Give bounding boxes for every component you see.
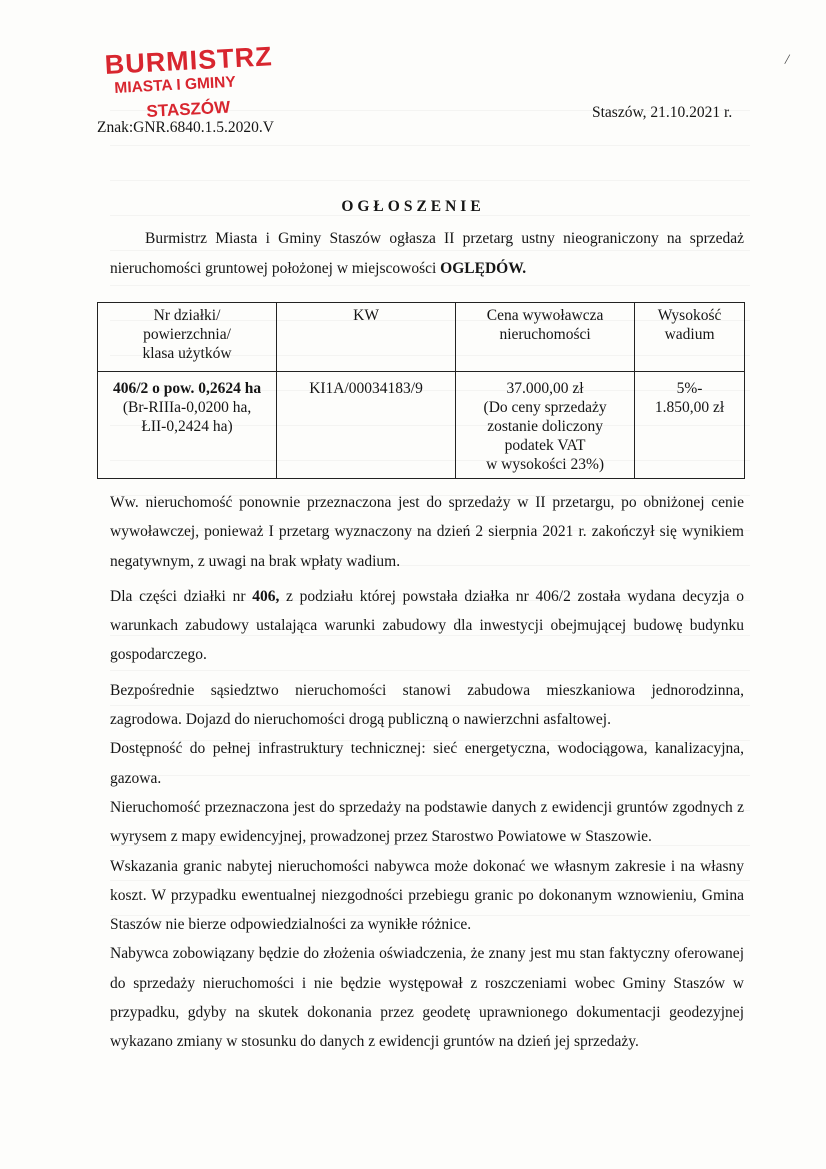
price-note-line: (Do ceny sprzedaży bbox=[483, 399, 607, 416]
header-price-line: nieruchomości bbox=[499, 326, 591, 343]
document-title: OGŁOSZENIE bbox=[341, 198, 485, 215]
plot-detail-line: ŁII-0,2424 ha) bbox=[141, 418, 233, 435]
header-deposit-line: wadium bbox=[664, 326, 715, 343]
paragraph-neighbourhood: Bezpośrednie sąsiedztwo nieruchomości stanowi zabudowa mieszkaniowa jednorodzinna, zagrodowa. Dojazd do nieruchomości drogą publiczną o nawierzchni asfaltowej. bbox=[110, 681, 744, 729]
header-plot-line: klasa użytków bbox=[142, 345, 232, 362]
stamp-line-1: BURMISTRZ bbox=[104, 41, 274, 80]
plot-table bbox=[97, 302, 745, 479]
header-price-line: Cena wywoławcza bbox=[486, 307, 604, 324]
cell-price bbox=[456, 372, 635, 479]
mayor-stamp bbox=[98, 41, 298, 130]
p2-text: Dla części działki nr bbox=[110, 587, 253, 605]
cell-deposit bbox=[635, 372, 745, 479]
intro-text: Burmistrz Miasta i Gminy Staszów ogłasza II przetarg ustny nieograniczony na sprzedaż nieruchomości gruntowej położonej w miejscowości bbox=[110, 230, 744, 277]
header-deposit bbox=[635, 303, 745, 372]
header-kw: KW bbox=[277, 303, 456, 372]
document-date: Staszów, 21.10.2021 r. bbox=[592, 104, 733, 121]
deposit-line: 1.850,00 zł bbox=[654, 399, 725, 416]
cell-kw: KI1A/00034183/9 bbox=[277, 372, 456, 479]
cell-plot bbox=[98, 372, 277, 479]
header-price bbox=[456, 303, 635, 372]
paragraph-infrastructure: Dostępność do pełnej infrastruktury technicznej: sieć energetyczna, wodociągowa, kanalizacyjna, gazowa. bbox=[110, 740, 744, 787]
p2-plot: 406, bbox=[252, 587, 280, 605]
table-header-row bbox=[98, 303, 745, 372]
paragraph-buyer-statement: Nabywca zobowiązany będzie do złożenia oświadczenia, że znany jest mu stan faktyczny oferowanej do sprzedaży nieruchomości i nie będzie występował z roszczeniami wobec Gminy Staszów w przypadku, gdyby na skutek dokonania przez geodetę uprawnionego dokumentacji geodezyjnej wykazano zmiany w stosunku do danych z ewidencji gruntów na dzień jej sprzedaży. bbox=[110, 945, 744, 1051]
intro-place: OGLĘDÓW. bbox=[440, 260, 527, 277]
document-body bbox=[110, 488, 744, 1057]
paragraph-land-registry: Nieruchomość przeznaczona jest do sprzedaży na podstawie danych z ewidencji gruntów zgodnych z wyrysem z mapy ewidencyjnej, prowadzonej przez Starostwo Powiatowe w Staszowie. bbox=[110, 798, 744, 846]
p2-text: z podziału której powstała działka nr 406/2 została wydana decyzja o warunkach zabudowy ustalająca warunki zabudowy dla inwestycji obejmującej budowę budynku gospodarczego. bbox=[110, 587, 744, 664]
table-row bbox=[98, 372, 745, 479]
deposit-line: 5%- bbox=[676, 380, 703, 397]
corner-mark: / bbox=[783, 51, 791, 69]
intro-paragraph bbox=[110, 224, 744, 284]
paragraph-zoning-decision bbox=[110, 582, 744, 670]
reference-number: Znak:GNR.6840.1.5.2020.V bbox=[97, 119, 274, 136]
price-value: 37.000,00 zł bbox=[506, 380, 584, 397]
plot-number: 406/2 o pow. 0,2624 ha bbox=[112, 380, 262, 397]
header-plot-line: powierzchnia/ bbox=[143, 326, 231, 343]
paragraph-previous-tender: Ww. nieruchomość ponownie przeznaczona jest do sprzedaży w II przetargu, po obniżonej cenie wywoławczej, ponieważ I przetarg wyznaczony na dzień 2 sierpnia 2021 r. zakończył się wynikiem negatywnym, z uwagi na brak wpłaty wadium. bbox=[110, 494, 744, 570]
header-plot-line: Nr działki/ bbox=[153, 307, 221, 324]
header-deposit-line: Wysokość bbox=[657, 307, 722, 324]
price-note-line: zostanie doliczony bbox=[487, 418, 603, 435]
price-note-line: podatek VAT bbox=[504, 437, 586, 454]
paragraph-boundaries: Wskazania granic nabytej nieruchomości nabywca może dokonać we własnym zakresie i na własny koszt. W przypadku ewentualnej niezgodności przebiegu granic po dokonanym wznowieniu, Gmina Staszów nie bierze odpowiedzialności za wynikłe różnice. bbox=[110, 857, 744, 934]
plot-detail-line: (Br-RIIIa-0,0200 ha, bbox=[122, 399, 252, 416]
header-plot bbox=[98, 303, 277, 372]
stamp-line-2: MIASTA I GMINY bbox=[114, 73, 237, 97]
stamp-line-3: STASZÓW bbox=[146, 97, 231, 121]
price-note-line: w wysokości 23%) bbox=[486, 456, 605, 473]
